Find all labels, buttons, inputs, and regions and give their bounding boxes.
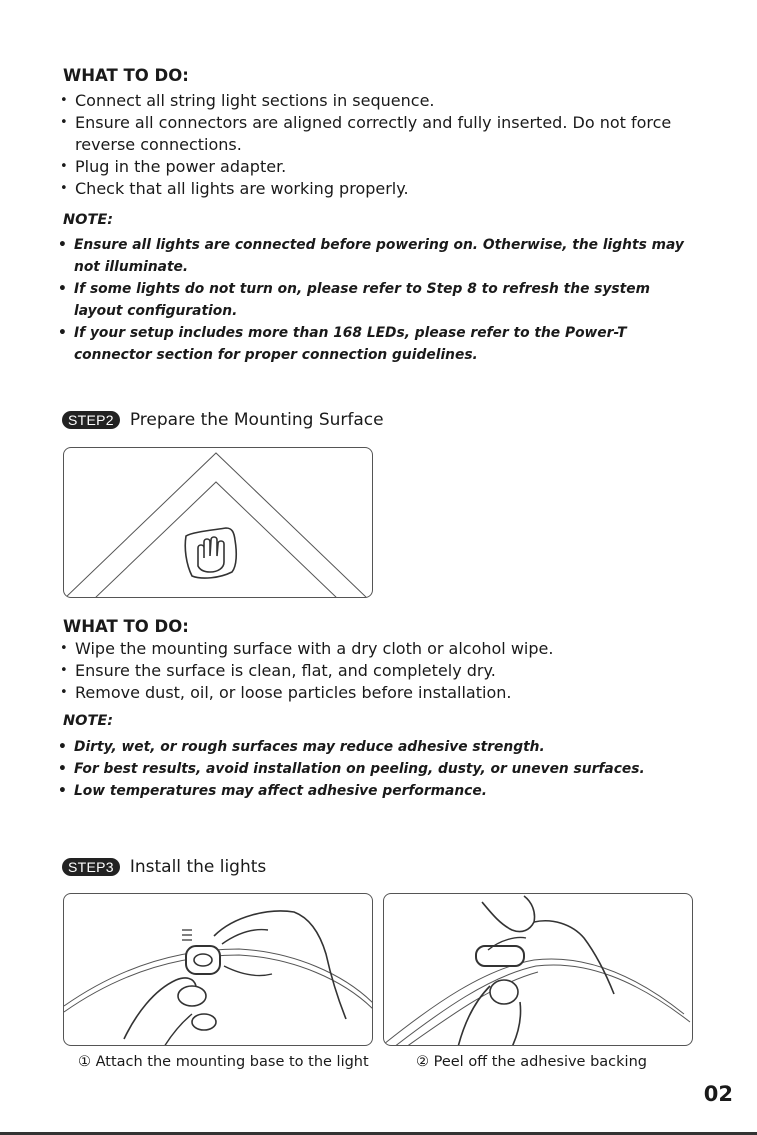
step3-caption-2: ② Peel off the adhesive backing <box>416 1054 647 1070</box>
list-item: • Ensure all connectors are aligned correctly and fully inserted. Do not force reverse connections. <box>60 112 720 156</box>
section1-bullet-list <box>60 90 720 200</box>
step2-badge: STEP2 <box>62 411 120 429</box>
list-item: • Remove dust, oil, or loose particles before installation. <box>60 682 720 704</box>
note-item: • Ensure all lights are connected before powering on. Otherwise, the lights may not illuminate. <box>58 234 698 278</box>
step3-title: Install the lights <box>129 857 267 877</box>
page-number: 02 <box>703 1082 733 1106</box>
step3-badge: STEP3 <box>62 858 120 876</box>
step2-heading: WHAT TO DO: <box>63 617 189 636</box>
step2-title: Prepare the Mounting Surface <box>129 410 384 430</box>
list-item: • Wipe the mounting surface with a dry cloth or alcohol wipe. <box>60 638 720 660</box>
step2-note-list <box>58 736 698 802</box>
step2-note-label: NOTE: <box>63 713 114 729</box>
step2-title-row <box>62 410 384 430</box>
attach-base-illustration-panel <box>63 893 373 1046</box>
step2-illustration-panel <box>63 447 373 598</box>
list-item: • Check that all lights are working properly. <box>60 178 720 200</box>
attach-mounting-base-icon <box>64 894 373 1046</box>
step3-caption-1: ① Attach the mounting base to the light <box>78 1054 369 1070</box>
note-item: • For best results, avoid installation on peeling, dusty, or uneven surfaces. <box>58 758 698 780</box>
peel-backing-illustration-panel <box>383 893 693 1046</box>
note-item: • Dirty, wet, or rough surfaces may reduce adhesive strength. <box>58 736 698 758</box>
list-item: • Ensure the surface is clean, flat, and completely dry. <box>60 660 720 682</box>
section1-note-list <box>58 234 698 366</box>
section1-note-label: NOTE: <box>63 212 114 228</box>
step3-title-row <box>62 857 266 877</box>
list-item: • Connect all string light sections in sequence. <box>60 90 720 112</box>
step2-bullet-list <box>60 638 720 704</box>
note-item: • If some lights do not turn on, please refer to Step 8 to refresh the system layout configuration. <box>58 278 698 322</box>
note-item: • If your setup includes more than 168 LEDs, please refer to the Power-T connector section for proper connection guidelines. <box>58 322 698 366</box>
list-item: • Plug in the power adapter. <box>60 156 720 178</box>
section1-heading: WHAT TO DO: <box>63 66 189 85</box>
peel-adhesive-icon <box>384 894 693 1046</box>
hand-wiping-corner-icon <box>64 448 373 598</box>
note-item: • Low temperatures may affect adhesive performance. <box>58 780 698 802</box>
